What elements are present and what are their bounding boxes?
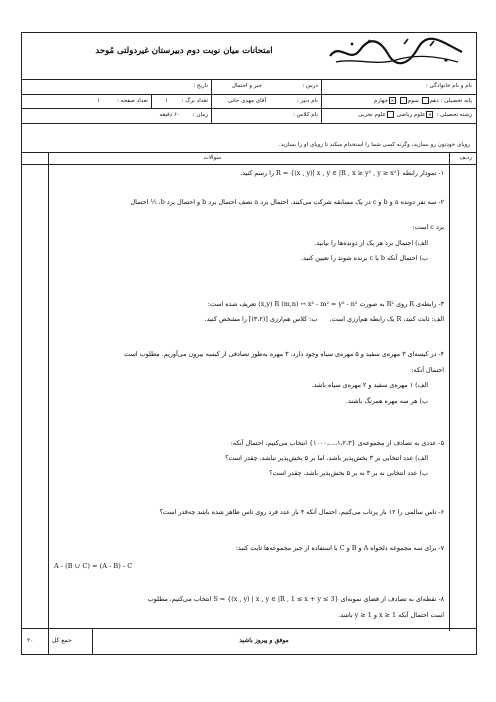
grade-option-10: دهم: [429, 97, 439, 104]
question-7-line-1: ۷- برای سه مجموعه دلخواه A و B و C با استفاده از جبر مجموعه‌ها ثابت کنید:: [235, 544, 444, 552]
pages-label: تعداد برگ :: [181, 97, 208, 104]
q1-text: ۱- نمودار رابطه: [402, 169, 444, 177]
question-8-line-1: [52, 594, 444, 605]
col-row-number: ردیف: [459, 155, 472, 161]
q3-formula: (x,y) R (m,n) ↔ x² - m² = y² - n²: [258, 300, 358, 308]
field-of-study: [322, 108, 472, 123]
exam-title: امتحانات میان نوبت دوم دبیرستان غیردولتی مُوحد: [95, 46, 273, 56]
col-questions: سوالات: [203, 155, 222, 161]
question-4-line-2: احتمال آنکه:: [411, 366, 444, 374]
q8-tail: انتخاب می‌کنیم، مطلوب: [147, 595, 212, 603]
sheets-label: تعداد صفحه :: [117, 97, 148, 104]
info-row-1: [22, 79, 476, 95]
question-7-formula: A - (B ∪ C) = (A - B) - C: [54, 562, 133, 570]
grade-option-3: سوم: [407, 97, 419, 104]
lesson-value: جبر و احتمال: [231, 83, 263, 89]
total-value: ۲۰: [27, 637, 34, 644]
q8-formula: S = {(x , y) | x , y ∈ |R , 1 ≤ x + y ≤ 3}: [213, 595, 339, 603]
notice-text: رویای خودتون رو بسازید، وگرنه کسی شما را استخدام میکند تا رویای او را بسازید.: [278, 142, 470, 148]
question-2-part-a: الف) احتمال برد هر یک از دونده‌ها را بیابید.: [314, 239, 428, 247]
question-3-parts: [52, 314, 444, 325]
question-2-line-1: ۲- سه نفر دونده a و b و c در یک مسابقه شرکت می‌کنند. احتمال برد a نصف احتمال برد b و احتمال برد b، ½ احتمال: [130, 198, 444, 206]
footer-message: موفق و پیروز باشید: [239, 637, 289, 644]
question-3-line-1: [52, 299, 444, 310]
calligraphy-logo-icon: [326, 36, 466, 70]
time-value: ۶۰ دقیقه: [159, 112, 180, 118]
date-label: تاریخ :: [193, 83, 208, 89]
field-option-math: علوم ریاضی: [396, 112, 426, 118]
field-label: رشته تحصیلی :: [436, 112, 472, 118]
student-info-table: [22, 79, 476, 139]
question-1: [52, 168, 444, 179]
grade-label: پایه تحصیلی :: [440, 97, 472, 104]
motivational-notice: [22, 139, 476, 153]
grade-checkbox-3[interactable]: [400, 97, 407, 104]
q3-text: ۳- رابطه‌ی R روی R² به صورت: [359, 300, 444, 308]
question-5-line-1: ۵- عددی به تصادف از مجموعه‌ی {۱،۲،۳،...،۱۰۰۰} انتخاب می‌کنیم، احتمال آنکه:: [230, 439, 444, 447]
q1-tail: را رسم کنید.: [240, 169, 274, 177]
question-8-line-2: است احتمال آنکه 1 ≤ x و 1 ≤ y باشد.: [338, 611, 444, 619]
question-4-line-1: ۴- در کیسه‌ای ۳ مهره‌ی سفید و ۵ مهره‌ی سیاه وجود دارد. ۳ مهره به‌طور تصادفی از کیسه بیرون می‌آوریم. مطلوب است: [124, 350, 444, 358]
total-label: جمع کل: [52, 637, 72, 644]
teacher-value: آقای مهدی خانی: [227, 97, 267, 104]
exam-sheet: [21, 32, 477, 655]
q3-tail: تعریف شده است:: [207, 300, 257, 308]
q8-text: ۸- نقطه‌ای به تصادف از فضای نمونه‌ای: [340, 595, 444, 603]
question-2-line-2: برد c است:: [412, 223, 444, 231]
question-6: ۶- تاس سالمی را ۱۲ بار پرتاب می‌کنیم، احتمال آنکه ۴ بار عدد فرد روی تاس ظاهر شده باشد چه‌قدر است؟: [159, 508, 444, 516]
info-row-2: [22, 94, 476, 110]
grade-checkbox-10[interactable]: [422, 97, 429, 104]
class-label: نام کلاس :: [293, 112, 318, 118]
q3-part-b: ب: کلاس هم‌ارزی [(۳،۲)] را مشخص کنید.: [204, 315, 318, 323]
sheets-value: ۱: [96, 97, 100, 104]
grade-option-4: چهارم: [374, 97, 388, 104]
field-checkbox-math[interactable]: ✕: [428, 112, 432, 117]
name-label: نام و نام خانوادگی :: [425, 83, 472, 89]
q3-part-a: الف: ثابت کنید، R یک رابطه هم‌ارزی است.: [329, 315, 444, 323]
exam-header: [22, 33, 476, 80]
field-option-science: علوم تجربی: [358, 112, 386, 118]
question-5-part-a: الف) عدد انتخابی بر ۳ بخش‌پذیر باشد، اما بر ۵ بخش‌پذیر نباشد، چقدر است؟: [225, 454, 428, 462]
question-4-part-a: الف) ۱ مهره‌ی سفید و ۲ مهره‌ی سیاه باشد.: [311, 381, 428, 389]
time-label: زمان :: [192, 112, 208, 118]
teacher-label: نام دبیر :: [297, 97, 318, 104]
pages-value: ۱: [164, 97, 168, 104]
grade-checkbox-4[interactable]: ✕: [390, 97, 395, 103]
grade-field: [322, 94, 472, 109]
lesson-label: درس :: [302, 83, 318, 89]
q1-formula: R = {(x , y)| x , y ∈ |R , x ≥ y² , y ≥ x²}: [276, 169, 401, 177]
info-row-3: [22, 108, 476, 124]
exam-footer: [22, 628, 476, 654]
question-2-part-b: ب) احتمال آنکه b یا c برنده شوند را تعیین کنید.: [300, 254, 428, 262]
questions-body: [22, 164, 476, 631]
question-5-part-b: ب) عدد انتخابی نه بر ۳ نه بر ۵ بخش‌پذیر باشد، چقدر است؟: [269, 469, 428, 477]
question-4-part-b: ب) هر سه مهره همرنگ باشند.: [345, 397, 428, 405]
field-checkbox-science[interactable]: [387, 111, 394, 118]
